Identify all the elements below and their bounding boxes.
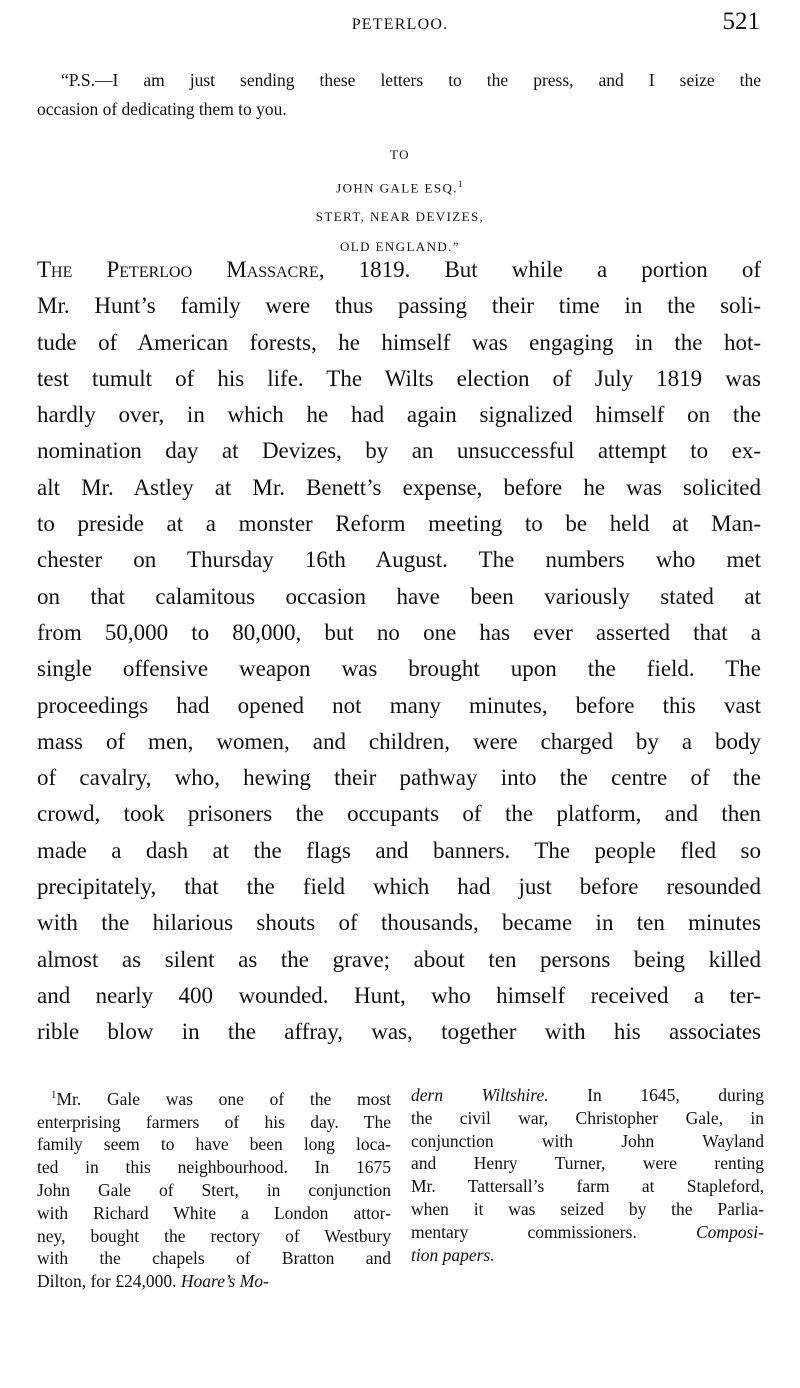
source-citation: dern Wiltshire. <box>411 1085 549 1105</box>
body-line: mass of men, women, and children, were charged by a body <box>37 728 761 754</box>
body-line: hardly over, in which he had again signalized himself on the <box>37 402 761 428</box>
footnote-line: family seem to have been long loca- <box>37 1134 391 1155</box>
running-head <box>0 4 800 40</box>
footnote-line: ney, bought the rectory of Westbury <box>37 1225 391 1246</box>
body-line: chester on Thursday 16th August. The numbers who met <box>37 547 761 573</box>
postscript-line: occasion of dedicating them to you. <box>37 99 287 119</box>
body-line: test tumult of his life. The Wilts election of July 1819 was <box>37 365 761 391</box>
running-title: PETERLOO. <box>351 16 449 33</box>
body-line: single offensive weapon was brought upon the field. The <box>37 656 761 682</box>
body-line: and nearly 400 wounded. Hunt, who himself received a ter- <box>37 982 761 1008</box>
footnote-line: mentary commissioners. Composi- <box>411 1221 764 1242</box>
footnote-line: when it was seized by the Parlia- <box>411 1198 764 1219</box>
footnote-column-right <box>411 1084 764 1266</box>
body-line: precipitately, that the field which had just before resounded <box>37 874 761 900</box>
address-country: OLD ENGLAND.” <box>339 238 460 254</box>
footnote-line: enterprising farmers of his day. The <box>37 1111 391 1132</box>
source-citation: tion papers. <box>411 1244 495 1265</box>
footnote-line: conjunction with John Wayland <box>411 1130 764 1151</box>
main-text <box>37 252 761 1051</box>
body-line: Mr. Hunt’s family were thus passing their time in the soli- <box>37 293 761 319</box>
footnote-marker: 1 <box>51 1089 57 1101</box>
body-line: crowd, took prisoners the occupants of the platform, and then <box>37 801 761 827</box>
postscript <box>37 66 761 124</box>
footnote-line <box>411 1244 764 1267</box>
footnote-line: with Richard White a London attor- <box>37 1202 391 1223</box>
body-line: with the hilarious shouts of thousands, became in ten minutes <box>37 910 761 936</box>
footnote-line: the civil war, Christopher Gale, in <box>411 1107 764 1128</box>
footnote-line: and Henry Turner, were renting <box>411 1153 764 1174</box>
footnote-line: ted in this neighbourhood. In 1675 <box>37 1157 391 1178</box>
source-citation: Hoare’s Mo- <box>180 1271 269 1292</box>
body-line: of cavalry, who, hewing their pathway into the centre of the <box>37 765 761 791</box>
body-line: almost as silent as the grave; about ten persons being killed <box>37 946 761 972</box>
body-line: proceedings had opened not many minutes, before this vast <box>37 692 761 718</box>
body-line: made a dash at the flags and banners. The people fled so <box>37 837 761 863</box>
footnote-column-left <box>37 1084 391 1293</box>
footnote-reference: 1 <box>457 178 464 189</box>
page-number: 521 <box>722 8 760 35</box>
section-lead-in: The Peterloo Massacre, <box>37 257 325 282</box>
body-line: on that calamitous occasion have been variously stated at <box>37 583 761 609</box>
body-line: to preside at a monster Reform meeting to be held at Man- <box>37 511 761 537</box>
address-name: JOHN GALE ESQ.$^1$ <box>336 178 464 195</box>
body-line: nomination day at Devizes, by an unsuccessful attempt to ex- <box>37 438 761 464</box>
dedication-address <box>0 140 800 261</box>
address-to: TO <box>390 147 410 162</box>
body-line: from 50,000 to 80,000, but no one has ever asserted that a <box>37 619 761 645</box>
footnote-line: John Gale of Stert, in conjunction <box>37 1180 391 1201</box>
body-line: alt Mr. Astley at Mr. Benett’s expense, before he was solicited <box>37 474 761 500</box>
body-line: rible blow in the affray, was, together with his associates <box>37 1019 761 1045</box>
address-place: STERT, NEAR DEVIZES, <box>315 209 485 225</box>
footnote-line: Mr. Tattersall’s farm at Stapleford, <box>411 1176 764 1197</box>
footnote-line: $^1$Mr. Gale was one of the most <box>51 1088 391 1109</box>
postscript-line: “P.S.—I am just sending these letters to the press, and I seize the <box>61 70 761 90</box>
footnote-line: with the chapels of Bratton and <box>37 1248 391 1269</box>
source-citation: Composi- <box>695 1221 764 1242</box>
body-line: The Peterloo Massacre, 1819. But while a portion of <box>37 257 761 282</box>
body-line: tude of American forests, he himself was engaging in the hot- <box>37 329 761 355</box>
footnote-line: Dilton, for £24,000. Hoare’s Mo- <box>37 1271 269 1292</box>
footnote-line: dern Wiltshire. In 1645, during <box>411 1085 764 1105</box>
